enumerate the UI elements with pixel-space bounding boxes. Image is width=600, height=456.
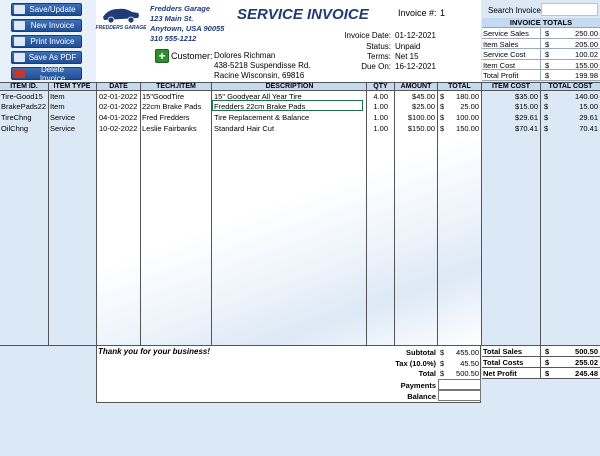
- subtotal-label: Subtotal: [406, 348, 436, 357]
- save-as-pdf-button[interactable]: Save As PDF: [11, 51, 82, 64]
- due-date-label: Due On:: [361, 62, 391, 71]
- delete-icon: [14, 69, 25, 78]
- subtotal-currency: $: [440, 348, 445, 357]
- grid-line: [437, 82, 438, 345]
- col-tech-item: TECH./ITEM: [156, 83, 196, 90]
- balance-value: [438, 390, 481, 401]
- amount-cell[interactable]: $150.00: [407, 124, 435, 133]
- customer-label: Customer:: [171, 51, 213, 61]
- item-id-cell[interactable]: OilChng: [1, 124, 29, 133]
- total-cost-currency: $: [544, 124, 549, 133]
- qty-cell[interactable]: 1.00: [373, 124, 388, 133]
- new-invoice-button[interactable]: New Invoice: [11, 19, 82, 32]
- tech-item-cell[interactable]: Leslie Fairbanks: [142, 124, 197, 133]
- description-cell[interactable]: Tire Replacement & Balance: [214, 113, 310, 122]
- invoice-date-label: Invoice Date:: [344, 31, 391, 40]
- item-cost-cell: $35.00: [515, 92, 538, 101]
- description-cell[interactable]: Fredders 22cm Brake Pads: [214, 102, 306, 111]
- customer-name[interactable]: Dolores Richman: [214, 51, 276, 60]
- status-label: Status:: [366, 42, 391, 51]
- total-currency: $: [440, 124, 445, 133]
- total-row-item-cost: Item Cost $ 155.00: [483, 60, 598, 70]
- total-cost-cell: 15.00: [579, 102, 598, 111]
- col-amount: AMOUNT: [400, 83, 432, 90]
- invoice-totals-title: INVOICE TOTALS: [482, 18, 600, 28]
- company-name: Fredders Garage: [150, 4, 211, 13]
- company-logo: [95, 3, 147, 31]
- description-cell[interactable]: Standard Hair Cut: [214, 124, 275, 133]
- total-cost-cell: 70.41: [579, 124, 598, 133]
- total-currency: $: [440, 92, 445, 101]
- total-row-total-profit: Total Profit $ 199.98: [483, 71, 598, 80]
- item-id-cell[interactable]: BrakePads22: [1, 102, 47, 111]
- status-value[interactable]: Unpaid: [395, 42, 421, 51]
- svg-text:FREDDERS GARAGE: FREDDERS GARAGE: [95, 25, 147, 31]
- terms-value[interactable]: Net 15: [395, 52, 419, 61]
- item-cost-cell: $70.41: [515, 124, 538, 133]
- date-cell[interactable]: 04-01-2022: [99, 113, 138, 122]
- item-type-cell[interactable]: Item: [50, 92, 65, 101]
- balance-label: Balance: [407, 392, 436, 401]
- total-row-service-cost: Service Cost $ 100.02: [483, 50, 598, 59]
- tax-label: Tax (10.0%): [395, 359, 436, 368]
- total-sales-row: Total Sales $ 500.50: [483, 347, 598, 356]
- payments-label: Payments: [400, 381, 436, 390]
- qty-cell[interactable]: 4.00: [373, 92, 388, 101]
- new-document-icon: [14, 21, 25, 30]
- invoice-date[interactable]: 01-12-2021: [395, 31, 436, 40]
- tax-currency: $: [440, 359, 445, 368]
- subtotal-value: 455.00: [456, 348, 479, 357]
- item-type-cell[interactable]: Service: [50, 113, 76, 122]
- tech-item-cell[interactable]: 15"GoodTire: [142, 92, 184, 101]
- qty-cell[interactable]: 1.00: [373, 113, 388, 122]
- delete-invoice-button[interactable]: Delete Invoice: [11, 67, 82, 80]
- total-label: Total: [418, 369, 436, 378]
- total-currency: $: [440, 102, 445, 111]
- pdf-icon: [14, 53, 25, 62]
- amount-cell[interactable]: $25.00: [412, 102, 435, 111]
- tech-item-cell[interactable]: 22cm Brake Pads: [142, 102, 202, 111]
- table-header: [0, 82, 600, 91]
- total-currency: $: [440, 113, 445, 122]
- total-cost-currency: $: [544, 113, 549, 122]
- date-cell[interactable]: 02-01-2022: [99, 92, 138, 101]
- col-item-type: ITEM TYPE: [53, 83, 91, 90]
- item-type-cell[interactable]: Item: [50, 102, 65, 111]
- col-description: DESCRIPTION: [265, 83, 314, 90]
- printer-icon: [14, 37, 25, 46]
- company-city: Anytown, USA 90055: [150, 24, 225, 33]
- terms-label: Terms:: [367, 52, 391, 61]
- item-type-cell[interactable]: Service: [50, 124, 76, 133]
- search-input[interactable]: [541, 3, 598, 16]
- total-cost-currency: $: [544, 92, 549, 101]
- total-currency: $: [440, 369, 445, 378]
- company-street: 123 Main St.: [150, 14, 194, 23]
- total-cell: 180.00: [456, 92, 479, 101]
- plus-icon: +: [158, 49, 166, 63]
- grid-line: [48, 82, 49, 345]
- tech-item-cell[interactable]: Fred Fredders: [142, 113, 190, 122]
- amount-cell[interactable]: $100.00: [407, 113, 435, 122]
- amount-cell[interactable]: $45.00: [412, 92, 435, 101]
- col-qty: QTY: [373, 83, 388, 90]
- company-phone: 310 555-1212: [150, 34, 197, 43]
- item-cost-cell: $15.00: [515, 102, 538, 111]
- total-row-service-sales: Service Sales $ 250.00: [483, 29, 598, 38]
- description-cell[interactable]: 15" Goodyear All Year Tire: [214, 92, 302, 101]
- col-item-id: ITEM ID.: [10, 83, 38, 90]
- add-customer-button[interactable]: [155, 49, 169, 63]
- item-cost-cell: $29.61: [515, 113, 538, 122]
- col-total: TOTAL: [448, 83, 471, 90]
- qty-cell[interactable]: 1.00: [373, 102, 388, 111]
- item-id-cell[interactable]: Tire-Good15: [1, 92, 43, 101]
- date-cell[interactable]: 10-02-2022: [99, 124, 138, 133]
- save-update-button[interactable]: Save/Update: [11, 3, 82, 16]
- invoice-number-label: Invoice #:: [398, 8, 437, 18]
- customer-address-2: Racine Wisconsin, 69816: [214, 71, 305, 80]
- invoice-number[interactable]: 1: [440, 8, 446, 18]
- tax-value: 45.50: [460, 359, 479, 368]
- col-item-cost: ITEM COST: [491, 83, 531, 90]
- total-cost-cell: 29.61: [579, 113, 598, 122]
- due-date[interactable]: 16-12-2021: [395, 62, 436, 71]
- net-profit-row: Net Profit $ 245.48: [483, 369, 598, 378]
- grid-line: [96, 82, 97, 345]
- total-cost-cell: 140.00: [575, 92, 598, 101]
- total-cell: 25.00: [460, 102, 479, 111]
- total-value: 500.50: [456, 369, 479, 378]
- total-cell: 150.00: [456, 124, 479, 133]
- col-date: DATE: [109, 83, 128, 90]
- col-total-cost: TOTAL COST: [548, 83, 593, 90]
- item-id-cell[interactable]: TireChng: [1, 113, 32, 122]
- save-icon: [14, 5, 25, 14]
- date-cell[interactable]: 02-01-2022: [99, 102, 138, 111]
- total-cell: 100.00: [456, 113, 479, 122]
- payments-input[interactable]: [438, 379, 481, 390]
- search-label: Search Invoice: [488, 6, 541, 15]
- total-cost-currency: $: [544, 102, 549, 111]
- print-invoice-button[interactable]: Print Invoice: [11, 35, 82, 48]
- invoice-title: SERVICE INVOICE: [237, 6, 369, 23]
- total-row-item-sales: Item Sales $ 205.00: [483, 39, 598, 49]
- thank-you-note: Thank you for your business!: [98, 347, 211, 356]
- grid-line: [140, 82, 141, 345]
- grid-line: [211, 82, 212, 345]
- total-costs-row: Total Costs $ 255.02: [483, 358, 598, 367]
- customer-address-1: 438-5218 Suspendisse Rd.: [214, 61, 311, 70]
